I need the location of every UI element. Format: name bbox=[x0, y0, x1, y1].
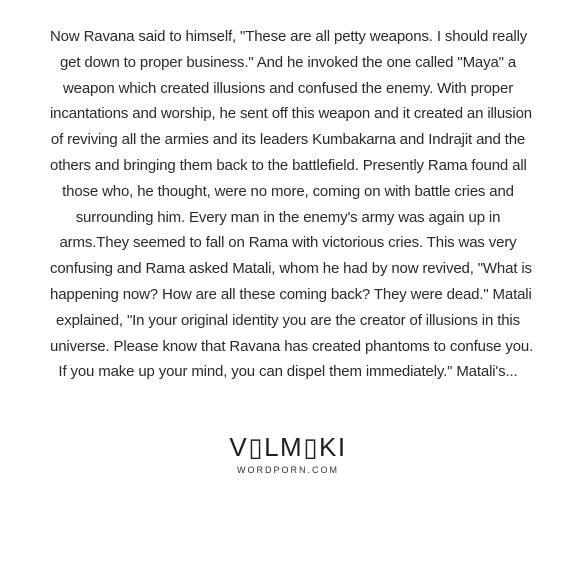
quote-line: happening now? How are all these coming back? They were dead." Matali bbox=[50, 285, 532, 303]
quote-line: If you make up your mind, you can dispel them immediately." Matali's... bbox=[58, 363, 518, 381]
quote-line: arms.They seemed to fall on Rama with victorious cries. This was very bbox=[59, 234, 517, 252]
quote-line: those who, he thought, were no more, coming on with battle cries and bbox=[62, 182, 514, 200]
quote-line: others and bringing them back to the battlefield. Presently Rama found all bbox=[50, 156, 527, 174]
quote-line: surrounding him. Every man in the enemy's army was again up in bbox=[75, 208, 501, 226]
quote-line: incantations and worship, he sent off this weapon and it created an illusion bbox=[50, 105, 532, 123]
quote-line: confusing and Rama asked Matali, whom he had by now revived, "What is bbox=[50, 260, 532, 278]
quote-line: of reviving all the armies and its leaders Kumbakarna and Indrajit and the bbox=[50, 131, 526, 149]
quote-line: weapon which created illusions and confused the enemy. With proper bbox=[62, 79, 514, 97]
source-website: WORDPORN.COM bbox=[237, 465, 339, 475]
quote-line: explained, "In your original identity you are the creator of illusions in this bbox=[56, 311, 520, 329]
quote-line: Now Ravana said to himself, "These are all petty weapons. I should really bbox=[50, 28, 528, 45]
quote-line: get down to proper business." And he invoked the one called "Maya" a bbox=[59, 53, 517, 71]
quote-line: universe. Please know that Ravana has created phantoms to confuse you. bbox=[50, 337, 534, 355]
quote-text bbox=[50, 24, 534, 385]
quote-author: V▯LM▯KI bbox=[229, 432, 347, 462]
